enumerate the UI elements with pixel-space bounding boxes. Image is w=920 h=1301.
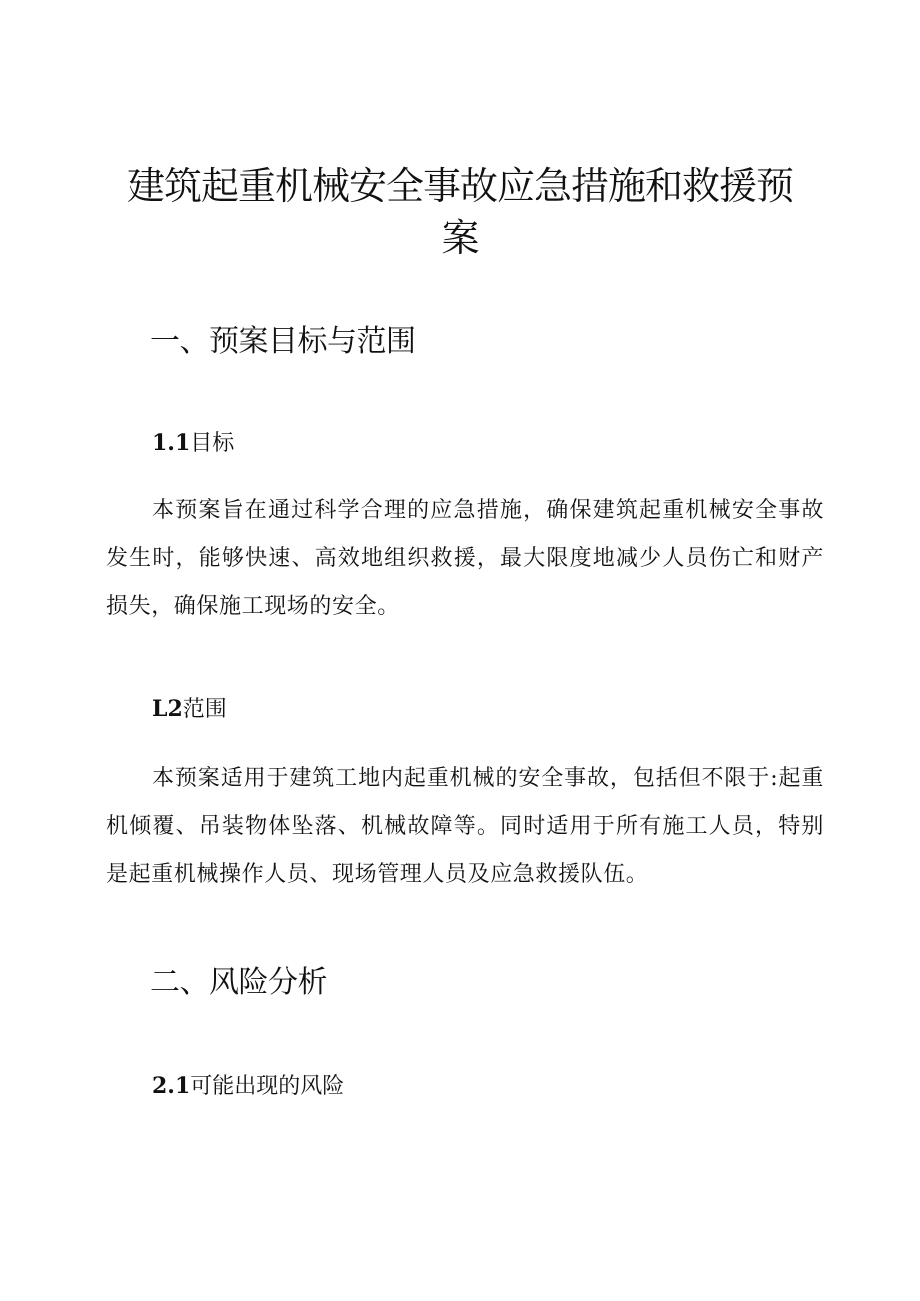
subsection-title: 目标 — [190, 431, 235, 456]
subsection-heading-1-2 — [152, 694, 227, 725]
subsection-title: 可能出现的风险 — [190, 1074, 345, 1099]
subsection-number: 1.1 — [152, 430, 191, 456]
paragraph-objective: 本预案旨在通过科学合理的应急措施，确保建筑起重机械安全事故发生时，能够快速、高效地组织救援，最大限度地减少人员伤亡和财产损失，确保施工现场的安全。 — [106, 498, 824, 619]
section-heading-2: 二、风险分析 — [150, 965, 327, 1000]
subsection-title: 范围 — [182, 697, 227, 722]
subsection-number: L2 — [152, 696, 183, 722]
paragraph-scope: 本预案适用于建筑工地内起重机械的安全事故，包括但不限于:起重机倾覆、吊装物体坠落、机械故障等。同时适用于所有施工人员，特别是起重机械操作人员、现场管理人员及应急救援队伍。 — [106, 766, 824, 887]
section-heading-1: 一、预案目标与范围 — [150, 324, 416, 359]
subsection-number: 2.1 — [152, 1073, 191, 1099]
document-title: 建筑起重机械安全事故应急措施和救援预案 — [126, 164, 793, 260]
subsection-heading-2-1 — [152, 1071, 344, 1102]
subsection-heading-1-1 — [152, 428, 234, 459]
